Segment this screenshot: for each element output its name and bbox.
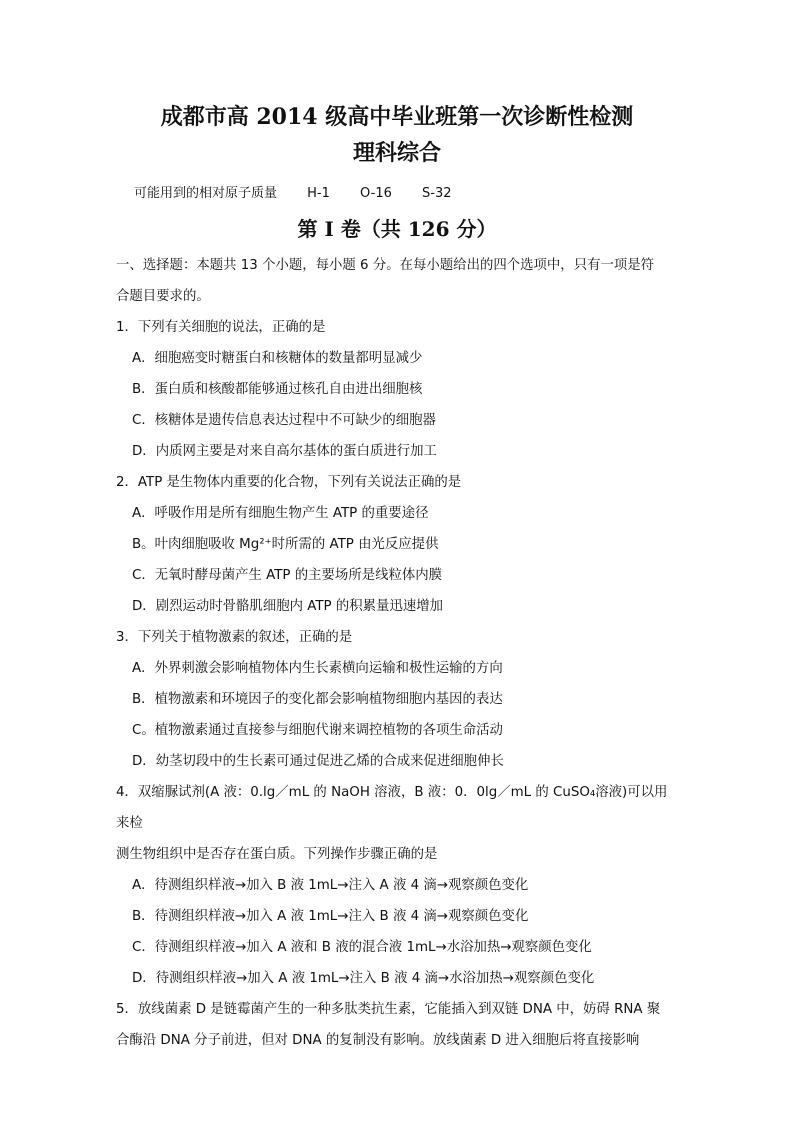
section-intro-line-2: 合题目要求的。 [116, 289, 210, 304]
question-stem-line-2: 测生物组织中是否存在蛋白质。下列操作步骤正确的是 [116, 847, 438, 862]
option-b: B．蛋白质和核酸都能够通过核孔自由进出细胞核 [132, 382, 423, 397]
question-stem-line-1: 4．双缩脲试剂(A 液：0.lg／mL 的 NaOH 溶液，B 液：0．0lg／mL 的 CuSO₄溶液)可以用来检 [116, 785, 668, 831]
option-c: C．无氧时酵母菌产生 ATP 的主要场所是线粒体内膜 [132, 568, 443, 583]
option-c: C．核糖体是遗传信息表达过程中不可缺少的细胞器 [132, 413, 436, 428]
section-intro-line-1: 一、选择题：本题共 13 个小题，每小题 6 分。在每小题给出的四个选项中，只有一项是符 [116, 258, 655, 273]
option-c: C。植物激素通过直接参与细胞代谢来调控植物的各项生命活动 [132, 723, 503, 738]
question-stem-line-2: 合酶沿 DNA 分子前进，但对 DNA 的复制没有影响。放线菌素 D 进入细胞后将直接影响 [116, 1033, 640, 1048]
question-1 [116, 312, 678, 467]
exam-title: 成都市高 2014 级高中毕业班第一次诊断性检测 [160, 104, 634, 130]
option-d: D．内质网主要是对来自高尔基体的蛋白质进行加工 [132, 444, 437, 459]
question-3 [116, 622, 678, 777]
question-4 [116, 777, 678, 994]
question-5 [116, 994, 678, 1056]
option-c: C．待测组织样液→加入 A 液和 B 液的混合液 1mL→水浴加热→观察颜色变化 [132, 940, 592, 955]
section-title: 第 I 卷（共 126 分） [297, 217, 497, 241]
atomic-mass-s: S-32 [422, 186, 452, 201]
atomic-masses-label: 可能用到的相对原子质量 [134, 186, 278, 201]
atomic-masses [134, 184, 678, 204]
option-b: B。叶肉细胞吸收 Mg²⁺时所需的 ATP 由光反应提供 [132, 537, 439, 552]
option-b: B．待测组织样液→加入 A 液 1mL→注入 B 液 4 滴→观察颜色变化 [132, 909, 529, 924]
option-d: D．待测组织样液→加入 A 液 1mL→注入 B 液 4 滴→水浴加热→观察颜色变化 [132, 971, 595, 986]
option-a: A．外界刺激会影响植物体内生长素横向运输和极性运输的方向 [132, 661, 503, 676]
option-d: D．剧烈运动时骨骼肌细胞内 ATP 的积累量迅速增加 [132, 599, 444, 614]
question-stem: 2．ATP 是生物体内重要的化合物，下列有关说法正确的是 [116, 475, 462, 490]
option-a: A．待测组织样液→加入 B 液 1mL→注入 A 液 4 滴→观察颜色变化 [132, 878, 529, 893]
option-b: B．植物激素和环境因子的变化都会影响植物细胞内基因的表达 [132, 692, 503, 707]
atomic-mass-o: O-16 [360, 186, 392, 201]
atomic-mass-h: H-1 [307, 186, 330, 201]
question-stem: 3．下列关于植物激素的叙述，正确的是 [116, 630, 353, 645]
option-a: A．呼吸作用是所有细胞生物产生 ATP 的重要途径 [132, 506, 429, 521]
exam-subtitle: 理科综合 [352, 140, 441, 166]
question-stem: 1．下列有关细胞的说法，正确的是 [116, 320, 326, 335]
option-a: A．细胞癌变时糖蛋白和核糖体的数量都明显减少 [132, 351, 423, 366]
question-2 [116, 467, 678, 622]
question-stem-line-1: 5．放线菌素 D 是链霉菌产生的一种多肽类抗生素，它能插入到双链 DNA 中，妨碍 RNA 聚 [116, 1002, 661, 1017]
option-d: D．幼茎切段中的生长素可通过促进乙烯的合成来促进细胞伸长 [132, 754, 504, 769]
